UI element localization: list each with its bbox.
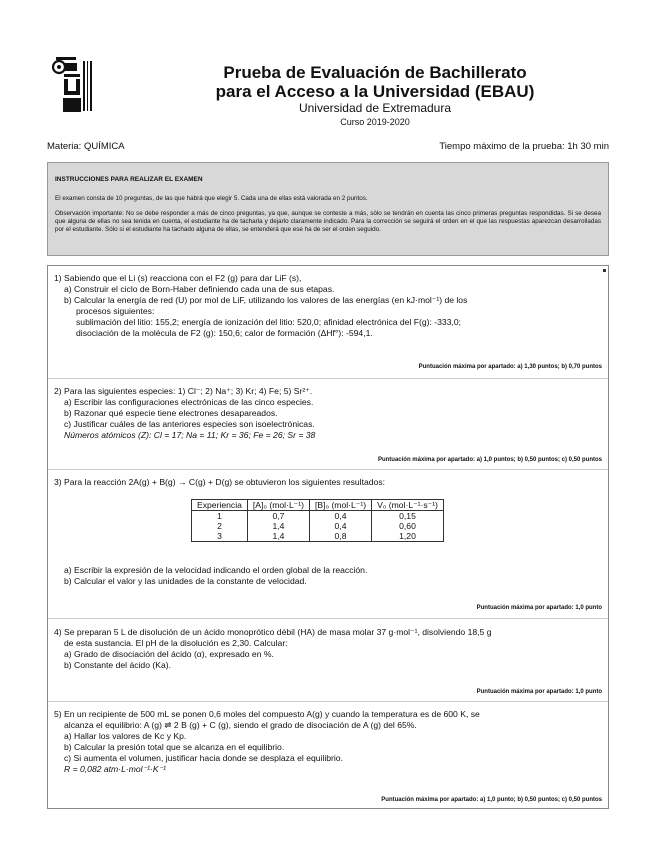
table-cell: 0,60 (372, 521, 444, 531)
question-1-stem: 1) Sabiendo que el Li (s) reacciona con el F2 (g) para dar LiF (s), (54, 273, 302, 283)
question-1-data-2: disociación de la molécula de F2 (g): 150,6; calor de formación (ΔHf°): -594,1. (76, 328, 373, 338)
table-header-cell: Experiencia (192, 500, 248, 511)
university-name: Universidad de Extremadura (298, 101, 452, 115)
question-2-score: Puntuación máxima por apartado: a) 1,0 puntos; b) 0,50 puntos; c) 0,50 puntos (377, 457, 602, 463)
question-5-stem: 5) En un recipiente de 500 mL se ponen 0,6 moles del compuesto A(g) y cuando la temperatura es de 600 K, se (54, 709, 480, 719)
table-header-row (192, 500, 444, 511)
table-cell: 1,20 (372, 531, 444, 542)
table-header-cell: [A]₀ (mol·L⁻¹) (247, 500, 309, 511)
question-2-stem: 2) Para las siguientes especies: 1) Cl⁻; 2) Na⁺; 3) Kr; 4) Fe; 5) Sr²⁺. (54, 386, 313, 396)
question-3-part-a: a) Escribir la expresión de la velocidad indicando el orden global de la reacción. (64, 565, 368, 575)
questions-box (47, 265, 609, 809)
question-4-part-b: b) Constante del ácido (Ka). (64, 660, 172, 670)
question-4 (54, 627, 600, 671)
exam-title-line2: para el Acceso a la Universidad (EBAU) (215, 82, 535, 101)
instructions-box (47, 162, 609, 256)
question-1-part-b-cont: procesos siguientes: (76, 306, 155, 316)
question-1 (54, 273, 600, 339)
course-year: Curso 2019-2020 (340, 117, 410, 127)
table-cell: 3 (192, 531, 248, 542)
question-5-gas-constant: R = 0,082 atm·L·mol⁻¹·K⁻¹ (64, 764, 166, 774)
divider (48, 469, 608, 470)
instructions-paragraph-1: El examen consta de 10 preguntas, de las que habrá que elegir 5. Cada una de ellas está valorada en 2 puntos. (55, 195, 368, 202)
table-cell: 0,8 (309, 531, 371, 542)
divider (48, 701, 608, 702)
question-3-stem: 3) Para la reacción 2A(g) + B(g) → C(g) + D(g) se obtuvieron los siguientes resultados: (54, 477, 386, 487)
question-1-part-a: a) Construir el ciclo de Born-Haber definiendo cada una de sus etapas. (64, 284, 335, 294)
uex-shield-icon (50, 55, 98, 117)
question-4-part-a: a) Grado de disociación del ácido (α), expresado en %. (64, 649, 274, 659)
question-1-score: Puntuación máxima por apartado: a) 1,30 puntos; b) 0,70 puntos (418, 364, 602, 370)
results-table (191, 499, 444, 542)
question-5-stem-cont: alcanza el equilibrio: A (g) ⇌ 2 B (g) + C (g), siendo el grado de disociación de A (g) del 65%. (64, 720, 417, 730)
question-2-part-a: a) Escribir las configuraciones electrónicas de las cinco especies. (64, 397, 314, 407)
question-1-data-1: sublimación del litio: 155,2; energía de ionización del litio: 520,0; afinidad electrónica del F(g): -333,0; (76, 317, 462, 327)
table-row (192, 511, 444, 522)
question-4-score: Puntuación máxima por apartado: 1,0 punto (476, 689, 602, 695)
table-header-cell: V₀ (mol·L⁻¹·s⁻¹) (372, 500, 444, 511)
table-cell: 1 (192, 511, 248, 522)
table-row (192, 531, 444, 542)
table-cell: 0,4 (309, 521, 371, 531)
question-3-part-b: b) Calcular el valor y las unidades de la constante de velocidad. (64, 576, 307, 586)
question-2-part-b: b) Razonar qué especie tiene electrones desapareados. (64, 408, 278, 418)
question-5-part-c: c) Si aumenta el volumen, justificar hacia donde se desplaza el equilibrio. (64, 753, 343, 763)
question-5-score: Puntuación máxima por apartado: a) 1,0 punto; b) 0,50 puntos; c) 0,50 puntos (381, 797, 602, 803)
question-4-stem: 4) Se preparan 5 L de disolución de un ácido monoprótico débil (HA) de masa molar 37 g·mol⁻¹, disolviendo 18,5 g (54, 627, 492, 637)
question-3-score: Puntuación máxima por apartado: 1,0 punto (476, 605, 602, 611)
table-header-cell: [B]₀ (mol·L⁻¹) (309, 500, 371, 511)
university-logo (50, 55, 98, 117)
question-4-stem-cont: de esta sustancia. El pH de la disolución es 2,30. Calcular: (64, 638, 288, 648)
instructions-paragraph-2: Observación importante: No se debe responder a más de cinco preguntas, ya que, aunque se conteste a más, sólo se tendrán en cuenta las cinco primeras preguntas respondidas. Si se desea que alguna de ellas no sea tenida en cuenta, el estudiante ha de tacharla y dejarlo claramente indicado. Para la corrección se seguirá el orden en el que las respuestas aparezcan desarrolladas por el estudiante. Sólo si el estudiante ha tachado alguna de ellas, se entenderá que ese ha de ser el orden seguido. (55, 210, 601, 233)
question-2-part-c: c) Justificar cuáles de las anteriores especies son isoelectrónicas. (64, 419, 315, 429)
table-row (192, 521, 444, 531)
question-5-part-a: a) Hallar los valores de Kc y Kp. (64, 731, 187, 741)
question-5 (54, 709, 600, 775)
table-cell: 2 (192, 521, 248, 531)
table-cell: 1,4 (247, 521, 309, 531)
exam-title-line1: Prueba de Evaluación de Bachillerato (223, 63, 527, 82)
question-3 (54, 477, 600, 602)
table-cell: 0,15 (372, 511, 444, 522)
question-2-atomic-numbers: Números atómicos (Z): Cl = 17; Na = 11; Kr = 36; Fe = 26; Sr = 38 (64, 430, 316, 440)
question-2 (54, 386, 600, 441)
instructions-heading: INSTRUCCIONES PARA REALIZAR EL EXAMEN (55, 176, 203, 183)
subject-label: Materia: QUÍMICA (47, 141, 125, 152)
divider (48, 378, 608, 379)
corner-mark (603, 269, 606, 272)
table-cell: 0,4 (309, 511, 371, 522)
question-5-part-b: b) Calcular la presión total que se alcanza en el equilibrio. (64, 742, 285, 752)
table-cell: 1,4 (247, 531, 309, 542)
time-limit-label: Tiempo máximo de la prueba: 1h 30 min (439, 141, 609, 152)
divider (48, 618, 608, 619)
question-1-part-b: b) Calcular la energía de red (U) por mol de LiF, utilizando los valores de las energías (en kJ·mol⁻¹) de los (64, 295, 468, 305)
question-3-parts (54, 565, 600, 587)
table-cell: 0,7 (247, 511, 309, 522)
